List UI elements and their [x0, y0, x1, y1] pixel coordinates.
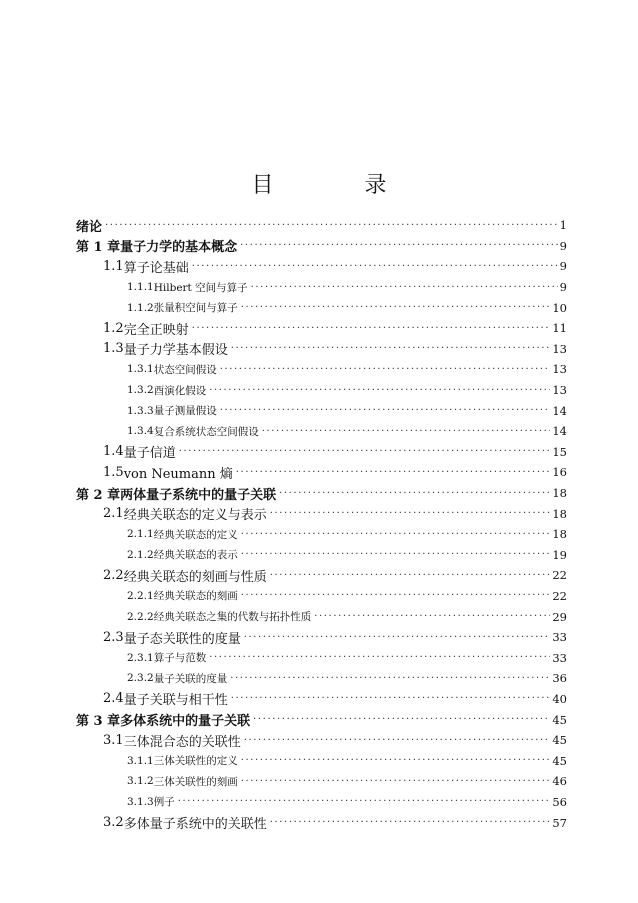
dot-leader: [244, 735, 551, 746]
toc-entry-section[interactable]: [76, 730, 567, 751]
toc-entry-number: 1.3.3: [127, 404, 154, 417]
toc-entry-section[interactable]: [76, 565, 567, 586]
toc-entry-page-number: 10: [552, 300, 567, 315]
toc-entry-number: 2.3.2: [127, 672, 154, 685]
toc-entry-chapter[interactable]: [76, 483, 567, 504]
dot-leader: [241, 755, 551, 766]
toc-entry-number: 2.1.2: [127, 548, 154, 561]
toc-entry-label: 量子关联与相干性: [123, 693, 228, 709]
toc-entry-label: 经典关联态的表示: [153, 549, 238, 562]
toc-entry-label: 三体关联性的刻画: [153, 775, 238, 788]
dot-leader: [241, 529, 551, 540]
dot-leader: [179, 446, 551, 457]
toc-entry-number: 2.4: [103, 691, 124, 707]
toc-entry-subsection[interactable]: [76, 647, 567, 668]
toc-entry-number: 1.1.2: [127, 301, 154, 314]
toc-entry-number: 第 3 章: [76, 714, 121, 730]
toc-entry-section[interactable]: [76, 256, 567, 277]
dot-leader: [279, 488, 550, 499]
toc-entry-number: 1.3.1: [127, 363, 154, 376]
toc-entry-label: 量子态关联性的度量: [123, 631, 241, 647]
toc-entry-subsection[interactable]: [76, 297, 567, 318]
toc-entry-page-number: 19: [552, 547, 567, 562]
toc-entry-chapter[interactable]: [76, 215, 567, 236]
toc-entry-number: 1.3.2: [127, 384, 154, 397]
toc-entry-label: 例子: [153, 796, 175, 809]
toc-entry-page-number: 29: [552, 609, 567, 624]
toc-entry-subsection[interactable]: [76, 792, 567, 813]
dot-leader: [241, 590, 551, 601]
toc-entry-page-number: 1: [559, 218, 567, 233]
toc-entry-label: 量子信道: [123, 446, 176, 462]
toc-entry-subsection[interactable]: [76, 421, 567, 442]
dot-leader: [262, 426, 551, 437]
toc-entry-label: 多体量子系统中的关联性: [123, 817, 267, 833]
toc-list: [76, 215, 567, 833]
toc-entry-number: 2.1.1: [127, 528, 154, 541]
toc-entry-page-number: 14: [552, 424, 567, 439]
dot-leader: [220, 364, 551, 375]
toc-entry-page-number: 46: [552, 774, 567, 789]
toc-entry-label: 经典关联态的定义: [153, 528, 238, 541]
toc-entry-page-number: 45: [552, 753, 567, 768]
toc-entry-chapter[interactable]: [76, 236, 567, 257]
toc-entry-section[interactable]: [76, 503, 567, 524]
toc-entry-label: 算子与范数: [153, 652, 207, 665]
toc-entry-label: 三体混合态的关联性: [123, 734, 241, 750]
toc-entry-number: 2.3.1: [127, 651, 154, 664]
toc-entry-label: 经典关联态的定义与表示: [123, 508, 267, 524]
toc-entry-number: 1.3.4: [127, 425, 154, 438]
toc-entry-page-number: 45: [552, 712, 567, 727]
toc-entry-page-number: 9: [559, 280, 567, 295]
toc-entry-label: 量子力学基本假设: [123, 343, 228, 359]
dot-leader: [231, 343, 551, 354]
toc-entry-label: 张量积空间与算子: [153, 302, 238, 315]
toc-entry-page-number: 9: [559, 238, 567, 253]
toc-entry-label: Hilbert 空间与算子: [153, 281, 248, 294]
toc-entry-page-number: 45: [552, 733, 567, 748]
toc-entry-label: 量子力学的基本概念: [120, 240, 238, 256]
dot-leader: [244, 632, 551, 643]
toc-entry-label: 绪论: [76, 219, 103, 235]
toc-entry-subsection[interactable]: [76, 668, 567, 689]
toc-entry-label: 算子论基础: [123, 260, 189, 276]
toc-entry-page-number: 15: [552, 444, 567, 459]
toc-entry-label: 完全正映射: [123, 322, 189, 338]
toc-entry-number: 3.1.3: [127, 795, 154, 808]
toc-entry-subsection[interactable]: [76, 545, 567, 566]
dot-leader: [240, 240, 558, 251]
toc-entry-page-number: 13: [552, 341, 567, 356]
toc-entry-number: 1.1.1: [127, 281, 154, 294]
dot-leader: [220, 405, 551, 416]
toc-entry-number: 3.2: [103, 815, 124, 831]
toc-entry-page-number: 13: [552, 362, 567, 377]
toc-entry-page-number: 18: [552, 486, 567, 501]
toc-entry-page-number: 22: [552, 568, 567, 583]
toc-entry-page-number: 56: [552, 794, 567, 809]
toc-entry-subsection[interactable]: [76, 524, 567, 545]
toc-entry-label: 多体系统中的量子关联: [120, 714, 251, 730]
toc-entry-page-number: 57: [552, 815, 567, 830]
toc-entry-label: 量子测量假设: [153, 405, 217, 418]
dot-leader: [209, 385, 550, 396]
toc-entry-number: 2.2.1: [127, 589, 154, 602]
toc-entry-label: 复合系统状态空间假设: [153, 425, 259, 438]
toc-entry-number: 第 2 章: [76, 487, 121, 503]
toc-entry-number: 2.1: [103, 506, 124, 522]
toc-entry-subsection[interactable]: [76, 277, 567, 298]
toc-entry-label: 量子关联的度量: [153, 672, 228, 685]
dot-leader: [241, 549, 551, 560]
toc-entry-number: 3.1.2: [127, 775, 154, 788]
toc-entry-subsection[interactable]: [76, 359, 567, 380]
dot-leader: [178, 796, 551, 807]
toc-entry-page-number: 33: [552, 630, 567, 645]
dot-leader: [270, 817, 551, 828]
toc-entry-label: 经典关联态的刻画: [153, 590, 238, 603]
dot-leader: [253, 714, 550, 725]
toc-entry-number: 1.1: [103, 258, 124, 274]
toc-entry-page-number: 36: [552, 671, 567, 686]
toc-entry-section[interactable]: [76, 812, 567, 833]
toc-entry-number: 1.5: [103, 464, 124, 480]
toc-entry-subsection[interactable]: [76, 750, 567, 771]
toc-entry-page-number: 33: [552, 650, 567, 665]
toc-entry-subsection[interactable]: [76, 771, 567, 792]
dot-leader: [209, 652, 550, 663]
toc-entry-number: 3.1: [103, 732, 124, 748]
toc-entry-page-number: 13: [552, 383, 567, 398]
toc-entry-label: 酉演化假设: [153, 384, 207, 397]
toc-entry-label: von Neumann 熵: [123, 466, 233, 482]
toc-entry-page-number: 18: [552, 527, 567, 542]
toc-title: 目 录: [251, 173, 429, 198]
toc-entry-subsection[interactable]: [76, 586, 567, 607]
toc-entry-section[interactable]: [76, 318, 567, 339]
dot-leader: [314, 611, 550, 622]
toc-entry-number: 1.2: [103, 320, 124, 336]
dot-leader: [230, 673, 550, 684]
dot-leader: [251, 282, 558, 293]
toc-entry-section[interactable]: [76, 627, 567, 648]
toc-entry-label: 两体量子系统中的量子关联: [120, 487, 277, 503]
toc-entry-number: 2.2: [103, 567, 124, 583]
dot-leader: [241, 302, 551, 313]
toc-entry-label: 经典关联态之集的代数与拓扑性质: [153, 611, 312, 624]
dot-leader: [241, 776, 551, 787]
dot-leader: [192, 323, 551, 334]
toc-entry-page-number: 40: [552, 691, 567, 706]
dot-leader: [236, 467, 551, 478]
dot-leader: [192, 261, 558, 272]
dot-leader: [231, 693, 551, 704]
toc-entry-section[interactable]: [76, 442, 567, 463]
dot-leader: [105, 220, 558, 231]
toc-entry-page-number: 14: [552, 403, 567, 418]
toc-entry-number: 第 1 章: [76, 240, 121, 256]
toc-entry-number: 2.3: [103, 629, 124, 645]
toc-entry-section[interactable]: [76, 689, 567, 710]
toc-entry-label: 状态空间假设: [153, 363, 217, 376]
toc-entry-number: 2.2.2: [127, 610, 154, 623]
toc-entry-page-number: 22: [552, 588, 567, 603]
toc-entry-label: 三体关联性的定义: [153, 755, 238, 768]
toc-entry-page-number: 11: [552, 321, 567, 336]
toc-entry-subsection[interactable]: [76, 606, 567, 627]
dot-leader: [270, 570, 551, 581]
toc-entry-label: 经典关联态的刻画与性质: [123, 569, 267, 585]
toc-entry-number: 1.3: [103, 341, 124, 357]
toc-entry-page-number: 18: [552, 506, 567, 521]
toc-entry-chapter[interactable]: [76, 709, 567, 730]
toc-entry-subsection[interactable]: [76, 400, 567, 421]
toc-entry-subsection[interactable]: [76, 380, 567, 401]
toc-entry-number: 1.4: [103, 444, 124, 460]
dot-leader: [270, 508, 551, 519]
toc-entry-number: 3.1.1: [127, 754, 154, 767]
toc-entry-page-number: 9: [559, 259, 567, 274]
toc-entry-page-number: 16: [552, 465, 567, 480]
toc-entry-section[interactable]: [76, 462, 567, 483]
toc-entry-section[interactable]: [76, 339, 567, 360]
